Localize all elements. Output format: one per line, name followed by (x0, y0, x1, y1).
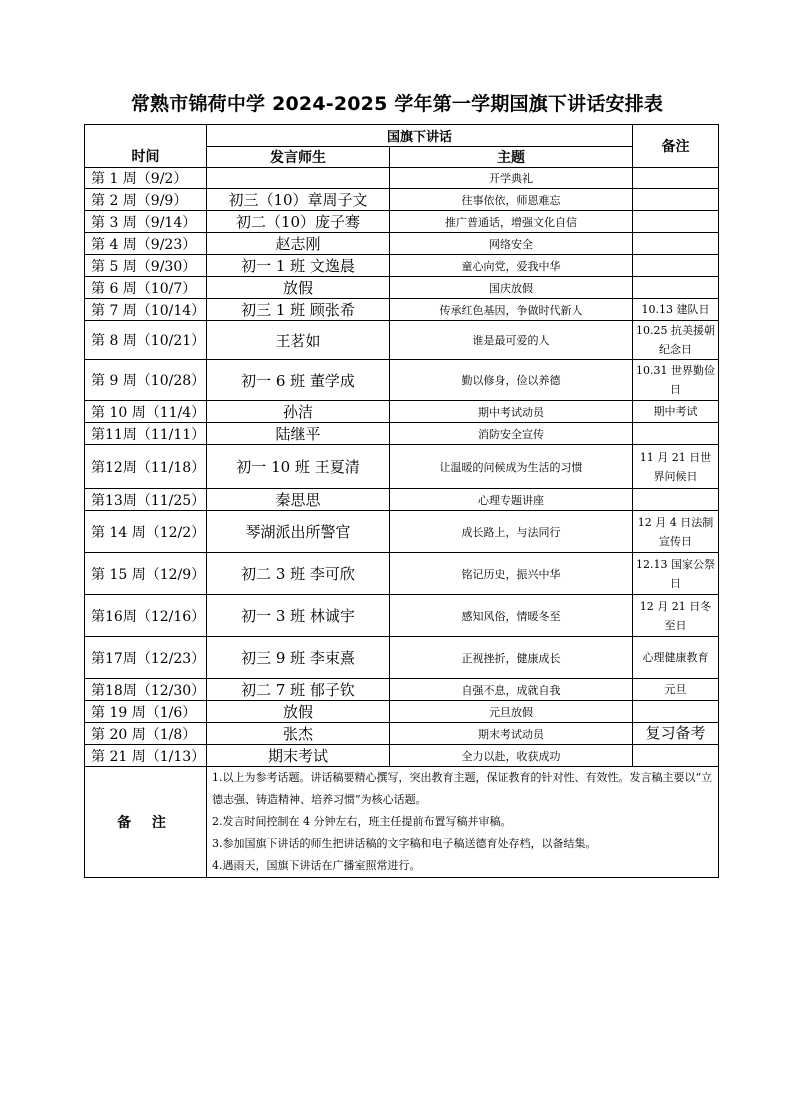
row-speaker (207, 168, 390, 189)
row-note: 10.31 世界勤俭日 (633, 360, 719, 401)
row-speaker: 初一 3 班 林诚宇 (207, 595, 390, 637)
page-title: 常熟市锦荷中学 2024-2025 学年第一学期国旗下讲话安排表 (130, 93, 664, 115)
row-time: 第 15 周（12/9） (85, 553, 207, 595)
row-speaker: 琴湖派出所警官 (207, 511, 390, 553)
header-note: 备注 (633, 125, 719, 168)
row-time: 第 4 周（9/23） (85, 233, 207, 255)
footer-note-item: 2.发言时间控制在 4 分钟左右，班主任提前布置写稿并审稿。 (212, 815, 512, 828)
row-time: 第 5 周（9/30） (85, 255, 207, 277)
table-row (85, 679, 719, 701)
row-time: 第 19 周（1/6） (85, 701, 207, 723)
row-topic: 往事依依，师恩难忘 (390, 189, 633, 211)
row-topic: 勤以修身，俭以养德 (390, 360, 633, 401)
table-row (85, 489, 719, 511)
row-speaker: 初三 1 班 顾张希 (207, 299, 390, 321)
row-time: 第 14 周（12/2） (85, 511, 207, 553)
header-speech-group: 国旗下讲话 (207, 125, 633, 147)
row-note: 元旦 (633, 679, 719, 701)
row-time: 第 9 周（10/28） (85, 360, 207, 401)
table-row (85, 211, 719, 233)
row-note: 期中考试 (633, 401, 719, 423)
row-topic: 成长路上，与法同行 (390, 511, 633, 553)
row-speaker: 初一 1 班 文逸晨 (207, 255, 390, 277)
row-speaker: 期末考试 (207, 745, 390, 767)
row-note (633, 701, 719, 723)
row-note: 12 月 4 日法制宣传日 (633, 511, 719, 553)
row-speaker: 初三（10）章周子文 (207, 189, 390, 211)
header-topic: 主题 (390, 147, 633, 168)
row-topic: 元旦放假 (390, 701, 633, 723)
footer-note-item: 1.以上为参考话题。讲话稿要精心撰写，突出教育主题，保证教育的针对性、有效性。发言稿主要以“立德志强、铸造精神、培养习惯”为核心话题。 (212, 771, 713, 806)
row-time: 第 20 周（1/8） (85, 723, 207, 745)
row-speaker: 秦思思 (207, 489, 390, 511)
row-speaker: 陆继平 (207, 423, 390, 445)
row-note: 10.13 建队日 (633, 299, 719, 321)
row-time: 第 3 周（9/14） (85, 211, 207, 233)
header-speaker: 发言师生 (207, 147, 390, 168)
row-note (633, 189, 719, 211)
row-note: 11 月 21 日世界问候日 (633, 445, 719, 489)
row-time: 第17周（12/23） (85, 637, 207, 679)
table-row (85, 553, 719, 595)
row-time: 第 1 周（9/2） (85, 168, 207, 189)
row-topic: 正视挫折，健康成长 (390, 637, 633, 679)
table-row (85, 595, 719, 637)
row-time: 第12周（11/18） (85, 445, 207, 489)
row-speaker: 初二 7 班 郁子钦 (207, 679, 390, 701)
row-speaker: 孙洁 (207, 401, 390, 423)
row-time: 第18周（12/30） (85, 679, 207, 701)
row-topic: 全力以赴，收获成功 (390, 745, 633, 767)
row-time: 第 6 周（10/7） (85, 277, 207, 299)
row-time: 第11周（11/11） (85, 423, 207, 445)
row-topic: 期末考试动员 (390, 723, 633, 745)
row-note (633, 211, 719, 233)
table-row (85, 360, 719, 401)
table-row (85, 277, 719, 299)
row-note: 10.25 抗美援朝纪念日 (633, 321, 719, 360)
schedule-table (84, 124, 719, 878)
table-row (85, 745, 719, 767)
row-time: 第13周（11/25） (85, 489, 207, 511)
row-note (633, 489, 719, 511)
row-speaker: 王茗如 (207, 321, 390, 360)
row-note (633, 277, 719, 299)
row-time: 第 10 周（11/4） (85, 401, 207, 423)
row-note: 心理健康教育 (633, 637, 719, 679)
row-topic: 开学典礼 (390, 168, 633, 189)
row-topic: 期中考试动员 (390, 401, 633, 423)
table-row (85, 445, 719, 489)
row-note (633, 423, 719, 445)
row-topic: 自强不息，成就自我 (390, 679, 633, 701)
footer-row (85, 767, 719, 878)
footer-note-item: 4.遇雨天，国旗下讲话在广播室照常进行。 (212, 859, 421, 872)
row-time: 第 21 周（1/13） (85, 745, 207, 767)
table-row (85, 189, 719, 211)
row-time: 第 8 周（10/21） (85, 321, 207, 360)
row-time: 第 7 周（10/14） (85, 299, 207, 321)
header-row-top (85, 125, 719, 147)
row-speaker: 初一 10 班 王夏清 (207, 445, 390, 489)
row-note: 12.13 国家公祭日 (633, 553, 719, 595)
row-time: 第 2 周（9/9） (85, 189, 207, 211)
row-topic: 铭记历史，振兴中华 (390, 553, 633, 595)
table-row (85, 255, 719, 277)
row-speaker: 初二（10）庞子骞 (207, 211, 390, 233)
table-row (85, 511, 719, 553)
table-row (85, 701, 719, 723)
row-topic: 网络安全 (390, 233, 633, 255)
row-topic: 心理专题讲座 (390, 489, 633, 511)
table-row (85, 723, 719, 745)
row-topic: 传承红色基因，争做时代新人 (390, 299, 633, 321)
footer-notes (207, 767, 719, 878)
row-time: 第16周（12/16） (85, 595, 207, 637)
row-note (633, 255, 719, 277)
row-speaker: 放假 (207, 277, 390, 299)
header-time: 时间 (85, 125, 207, 168)
row-topic: 国庆放假 (390, 277, 633, 299)
row-note: 复习备考 (633, 723, 719, 745)
row-topic: 消防安全宣传 (390, 423, 633, 445)
table-row (85, 299, 719, 321)
row-speaker: 赵志刚 (207, 233, 390, 255)
table-row (85, 321, 719, 360)
table-row (85, 233, 719, 255)
table-row (85, 401, 719, 423)
row-note (633, 168, 719, 189)
row-topic: 谁是最可爱的人 (390, 321, 633, 360)
row-note: 12 月 21 日冬至日 (633, 595, 719, 637)
row-speaker: 初一 6 班 董学成 (207, 360, 390, 401)
table-row (85, 168, 719, 189)
row-topic: 让温暖的问候成为生活的习惯 (390, 445, 633, 489)
footer-note-item: 3.参加国旗下讲话的师生把讲话稿的文字稿和电子稿送德育处存档，以备结集。 (212, 837, 597, 850)
row-topic: 推广普通话，增强文化自信 (390, 211, 633, 233)
row-note (633, 233, 719, 255)
row-topic: 童心向党，爱我中华 (390, 255, 633, 277)
footer-label: 备 注 (85, 767, 207, 878)
row-speaker: 初二 3 班 李可欣 (207, 553, 390, 595)
table-row (85, 637, 719, 679)
row-speaker: 张杰 (207, 723, 390, 745)
row-note (633, 745, 719, 767)
row-speaker: 初三 9 班 李束熹 (207, 637, 390, 679)
table-row (85, 423, 719, 445)
row-speaker: 放假 (207, 701, 390, 723)
row-topic: 感知风俗，情暖冬至 (390, 595, 633, 637)
